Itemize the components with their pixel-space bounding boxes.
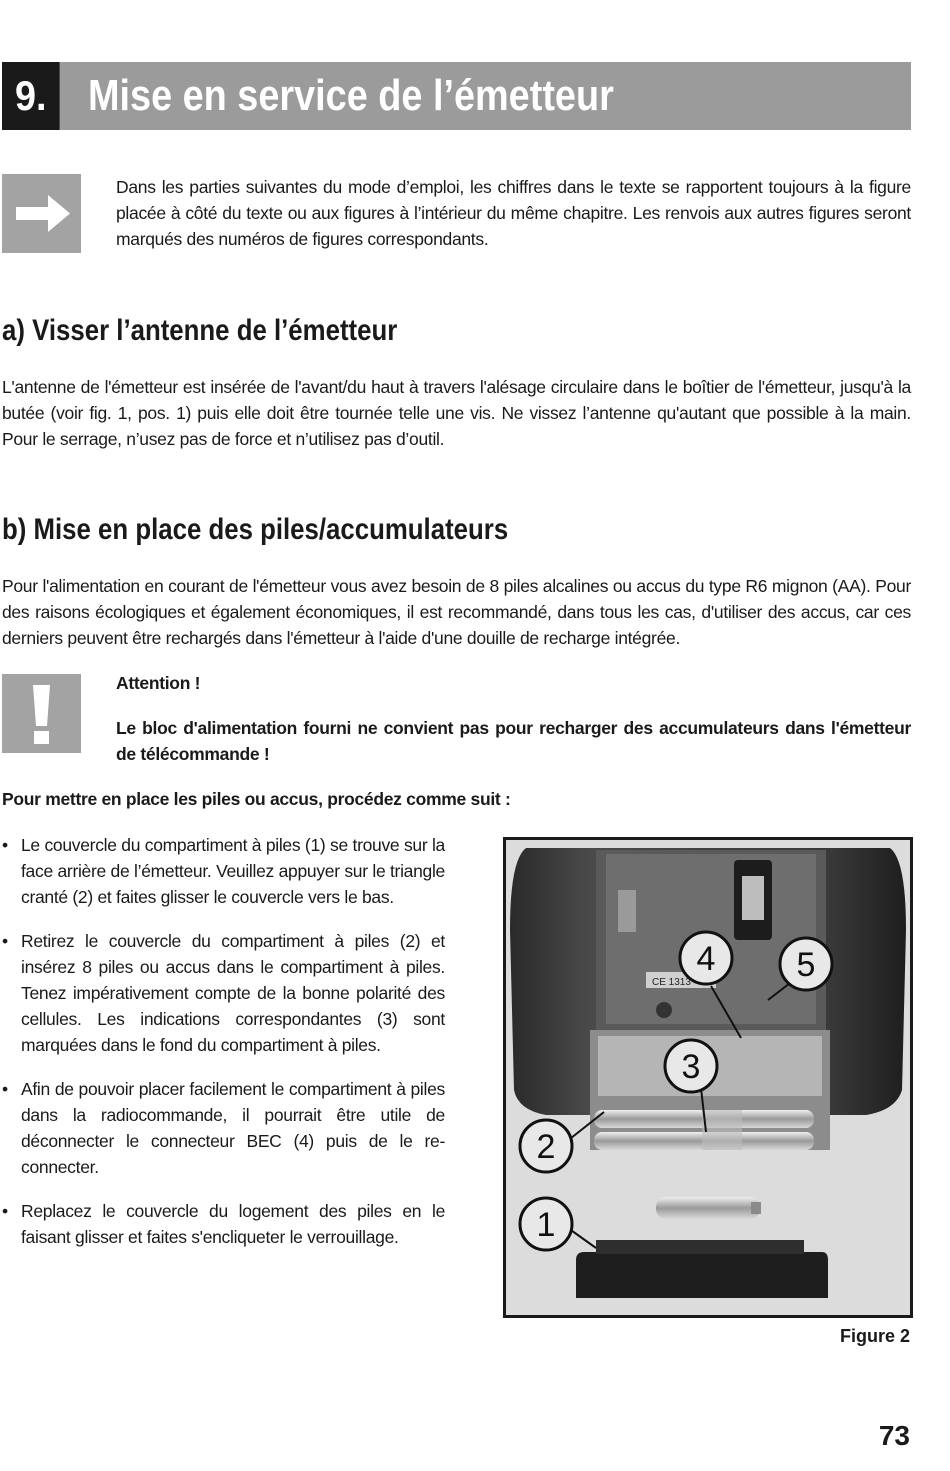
list-item: • Replacez le couvercle du logement des piles en le faisant glisser et faites s'encliqueter le verrouillage. [2,1198,445,1250]
callout-3 [665,1040,717,1092]
arrow-right-icon [2,174,81,253]
svg-text:4: 4 [696,940,716,978]
list-item: • Le couvercle du compartiment à piles (1) se trouve sur la face arrière de l’émetteur. Veuillez appuyer sur le triangle cranté (2) et faites glisser le couvercle vers le bas. [2,832,445,910]
warning-text: Le bloc d'alimentation fourni ne convient pas pour recharger des accumulateurs dans l'émetteur de télécommande ! [116,718,911,764]
section-a-heading: a) Visser l’antenne de l’émetteur [2,314,398,347]
callout-1 [520,1198,572,1250]
svg-text:5: 5 [796,946,816,984]
ce-mark: CE 1313 [652,977,691,988]
figure-caption: Figure 2 [839,1326,910,1346]
svg-text:1: 1 [536,1206,556,1244]
section-b-text: Pour l'alimentation en courant de l'émetteur vous avez besoin de 8 piles alcalines ou accus du type R6 mignon (AA). Pour des raisons écologiques et également économiques, il est recommandé, dans tous les cas, d'utiliser des accus, car ces derniers peuvent être rechargés dans l'émetteur à l'aide d'une douille de recharge intégrée. [2,576,911,648]
intro-note-text: Dans les parties suivantes du mode d’emploi, les chiffres dans le texte se rapportent toujours à la figure placée à côté du texte ou aux figures à l’intérieur du même chapitre. Les renvois aux autres figures seront marqués des numéros de figures correspondants. [116,177,911,249]
section-a-text: L'antenne de l'émetteur est insérée de l'avant/du haut à travers l'alésage circulaire dans le boîtier de l'émetteur, jusqu'à la butée (voir fig. 1, pos. 1) puis elle doit être tournée telle une vis. Ne vissez l’antenne qu'autant que possible à la main. Pour le serrage, n’usez pas de force et n’utilisez pas d’outil. [2,377,911,449]
list-item: • Afin de pouvoir placer facilement le compartiment à piles dans la radiocommande, il pourrait être utile de déconnecter le connecteur BEC (4) puis de le re-connecter. [2,1076,445,1180]
chapter-number: 9. [2,62,60,130]
chapter-title: Mise en service de l’émetteur [88,71,614,120]
section-b-heading: b) Mise en place des piles/accumulateurs [2,513,509,546]
warning-title: Attention ! [116,673,201,693]
svg-text:3: 3 [681,1048,701,1086]
list-item: • Retirez le couvercle du compartiment à piles (2) et insérez 8 piles ou accus dans le compartiment à piles. Tenez impérativement compte de la bonne polarité des cellules. Les indications correspondantes (3) sont marquées dans le fond du compartiment à piles. [2,928,445,1058]
page-number: 73 [878,1420,910,1451]
instructions-intro: Pour mettre en place les piles ou accus, procédez comme suit : [2,789,511,809]
chapter-header [2,62,911,130]
callout-2 [520,1120,572,1172]
svg-text:2: 2 [536,1128,556,1166]
transmitter-battery-photo [503,837,913,1318]
callout-5 [780,938,832,990]
exclamation-icon [2,674,81,753]
callout-4 [680,932,732,984]
instruction-list [2,832,445,1268]
